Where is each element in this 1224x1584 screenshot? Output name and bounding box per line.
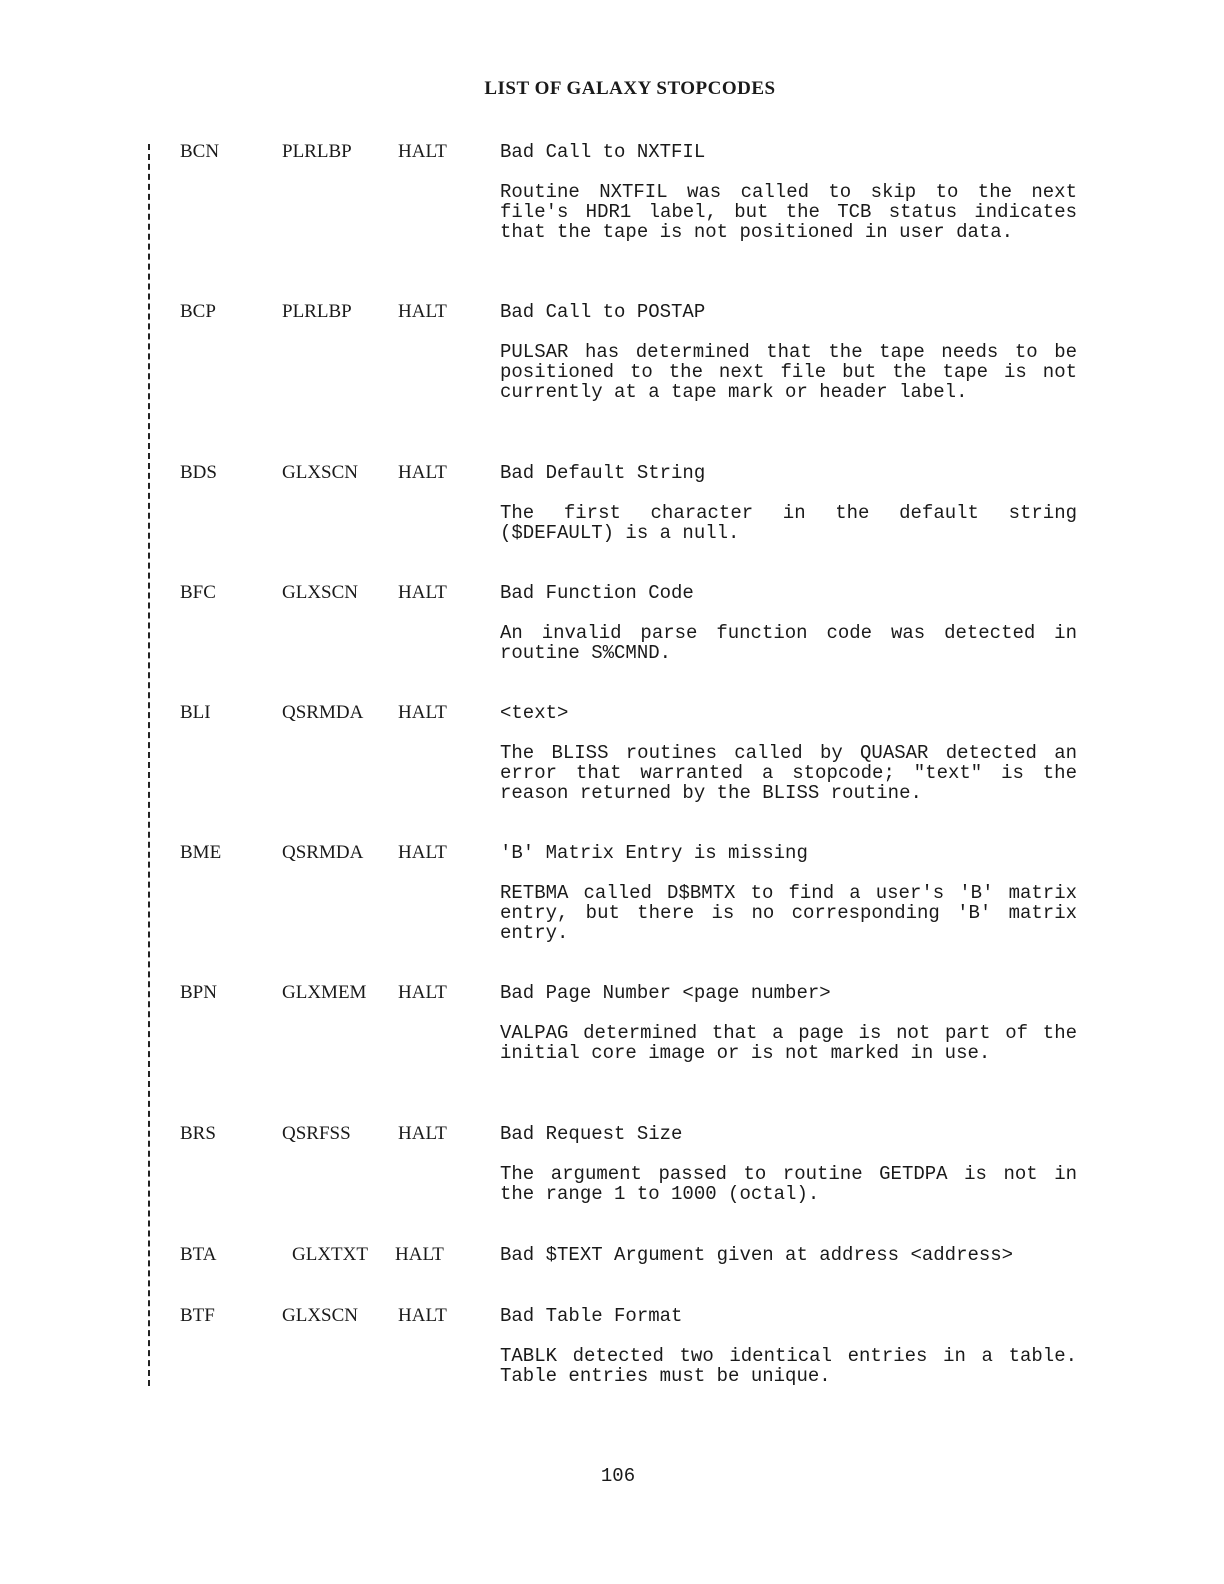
stopcode-heading: Bad Call to NXTFIL (500, 141, 706, 163)
stopcode-code: BDS (180, 462, 217, 483)
stopcode-action: HALT (398, 842, 447, 863)
stopcode-action: HALT (398, 462, 447, 483)
stopcode-action: HALT (398, 702, 447, 723)
stopcode-heading: 'B' Matrix Entry is missing (500, 842, 808, 864)
stopcode-module: PLRLBP (282, 301, 352, 322)
page-title: LIST OF GALAXY STOPCODES (484, 78, 776, 99)
stopcode-action: HALT (398, 301, 447, 322)
stopcode-heading: <text> (500, 702, 569, 724)
stopcode-description: VALPAG determined that a page is not part of the initial core image or is not marked in use. (500, 1022, 1077, 1064)
stopcode-code: BTF (180, 1305, 215, 1326)
stopcode-action: HALT (398, 1305, 447, 1326)
stopcode-action: HALT (398, 582, 447, 603)
stopcode-module: GLXSCN (282, 462, 359, 483)
stopcode-code: BME (180, 842, 222, 863)
stopcode-description: PULSAR has determined that the tape needs to be positioned to the next file but the tape is not currently at a tape mark or header label. (500, 341, 1077, 403)
stopcode-module: QSRMDA (282, 842, 364, 863)
stopcode-code: BFC (180, 582, 216, 603)
stopcode-code: BRS (180, 1123, 216, 1144)
stopcode-description: The argument passed to routine GETDPA is not in the range 1 to 1000 (octal). (500, 1163, 1077, 1205)
stopcode-module: PLRLBP (282, 141, 352, 162)
stopcode-code: BLI (180, 702, 211, 723)
stopcode-heading: Bad Function Code (500, 582, 694, 604)
stopcode-description: RETBMA called D$BMTX to find a user's 'B' matrix entry, but there is no corresponding 'B' matrix entry. (500, 882, 1077, 944)
stopcode-description: TABLK detected two identical entries in a table. Table entries must be unique. (500, 1345, 1077, 1387)
stopcode-module: GLXMEM (282, 982, 367, 1003)
stopcode-module: QSRMDA (282, 702, 364, 723)
stopcode-heading: Bad Call to POSTAP (500, 301, 706, 323)
stopcode-code: BTA (180, 1244, 217, 1265)
stopcode-action: HALT (398, 982, 447, 1003)
stopcode-action: HALT (398, 141, 447, 162)
stopcode-module: QSRFSS (282, 1123, 351, 1144)
stopcode-action: HALT (398, 1123, 447, 1144)
stopcode-description: The first character in the default string ($DEFAULT) is a null. (500, 502, 1077, 544)
stopcode-description: An invalid parse function code was detected in routine S%CMND. (500, 622, 1077, 664)
stopcode-heading: Bad $TEXT Argument given at address <address> (500, 1244, 1014, 1266)
stopcode-code: BCN (180, 141, 220, 162)
stopcode-module: GLXSCN (282, 582, 359, 603)
stopcode-code: BCP (180, 301, 216, 322)
stopcode-heading: Bad Default String (500, 462, 706, 484)
stopcode-description: Routine NXTFIL was called to skip to the next file's HDR1 label, but the TCB status indicates that the tape is not positioned in user data. (500, 181, 1077, 243)
stopcode-module: GLXTXT (292, 1244, 368, 1265)
stopcode-module: GLXSCN (282, 1305, 359, 1326)
stopcode-heading: Bad Request Size (500, 1123, 683, 1145)
stopcode-heading: Bad Table Format (500, 1305, 683, 1327)
stopcode-code: BPN (180, 982, 217, 1003)
page-number: 106 (600, 1465, 636, 1487)
stopcode-heading: Bad Page Number <page number> (500, 982, 831, 1004)
stopcode-description: The BLISS routines called by QUASAR detected an error that warranted a stopcode; "text" is the reason returned by the BLISS routine. (500, 742, 1077, 804)
stopcode-action: HALT (395, 1244, 444, 1265)
